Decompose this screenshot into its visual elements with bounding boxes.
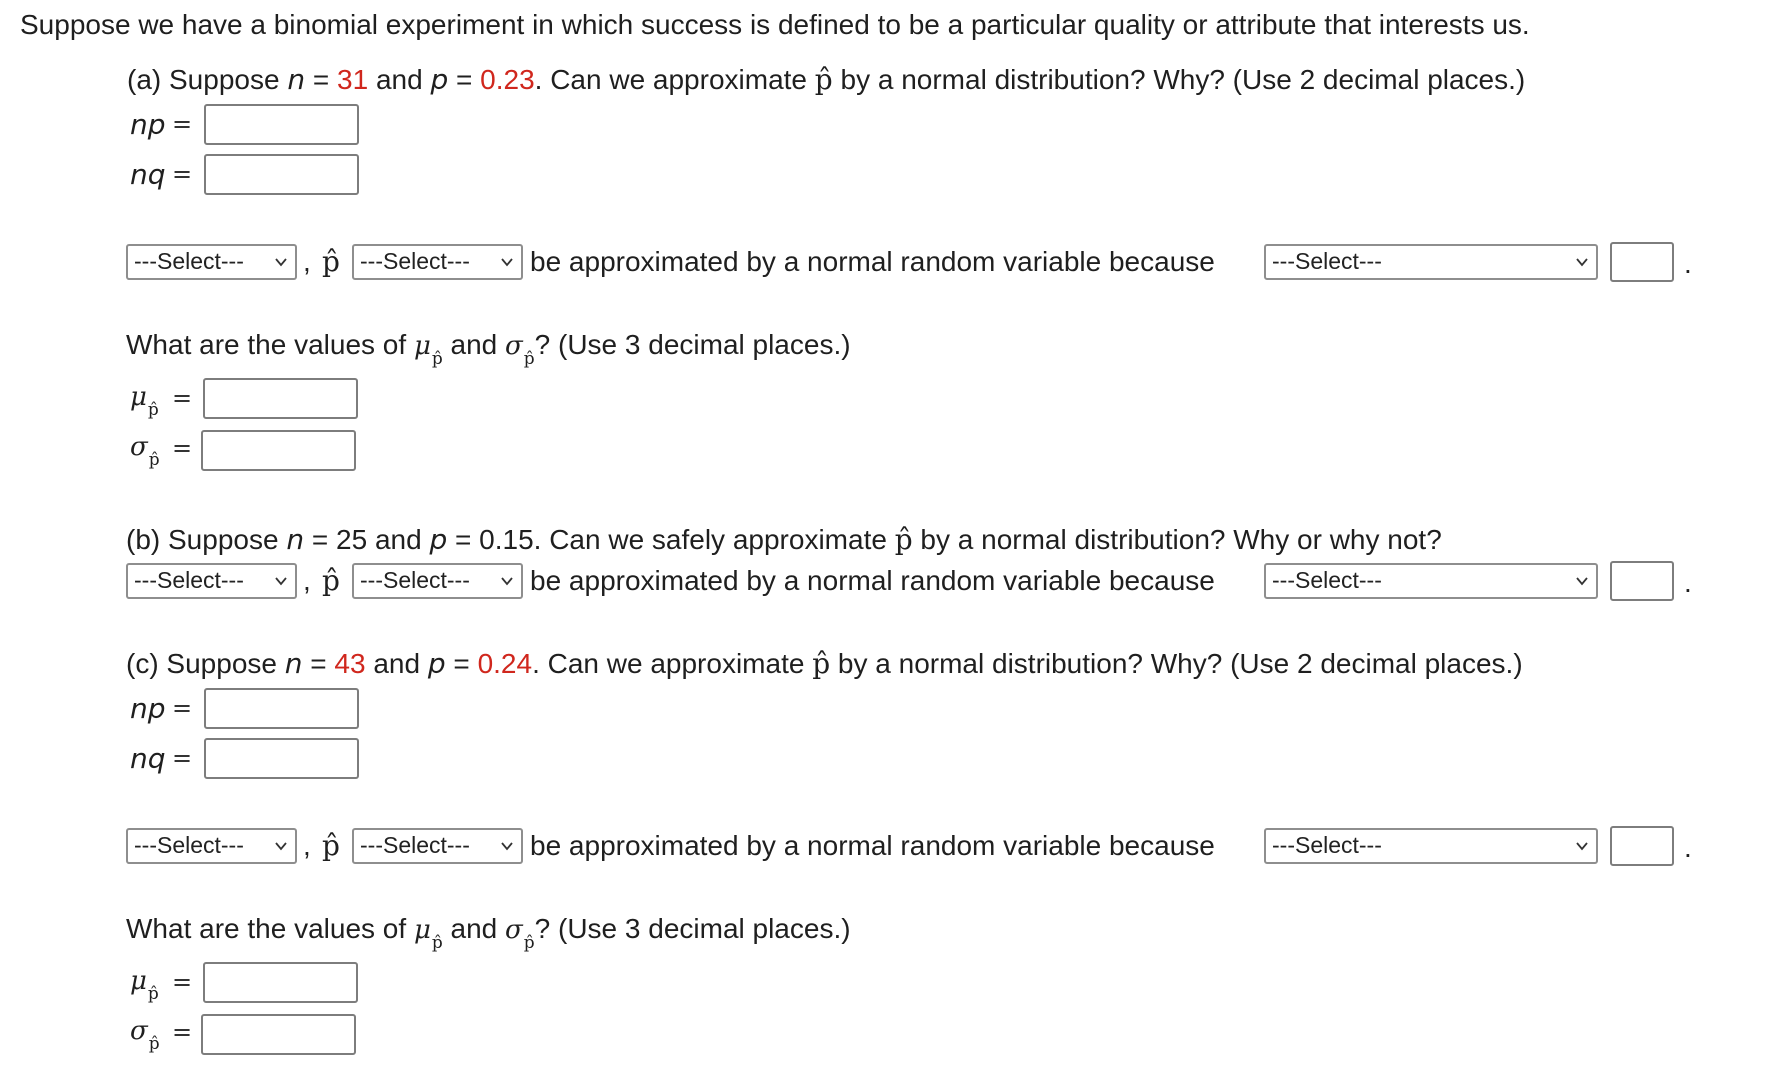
part-a-reason-input[interactable] xyxy=(1610,242,1674,282)
part-a-p-label: p xyxy=(430,63,449,96)
part-a-p-value: 0.23 xyxy=(480,64,535,95)
part-a-period: . xyxy=(1684,248,1692,279)
part-a-question-end: by a normal distribution? Why? (Use 2 decimal places.) xyxy=(840,64,1526,95)
part-b-prefix: (b) Suppose xyxy=(126,524,279,555)
part-c-nq-label: nq xyxy=(130,742,166,775)
part-c-values-and: and xyxy=(450,913,498,944)
part-a-np-label: np xyxy=(130,108,166,141)
part-a-phat: p̂ xyxy=(814,63,833,96)
part-b-comma: , xyxy=(303,565,311,596)
part-a-mu-label xyxy=(130,382,159,420)
part-b-select-3-label: ---Select--- xyxy=(1272,567,1382,593)
part-a-select-3[interactable] xyxy=(1264,244,1598,280)
chevron-down-icon xyxy=(275,575,287,587)
part-c-sigma-label xyxy=(130,1016,160,1054)
part-a-mu-input[interactable] xyxy=(203,378,358,419)
part-c-eq: = xyxy=(310,648,327,679)
chevron-down-icon xyxy=(1576,575,1588,587)
part-b-n-value: 25 xyxy=(336,524,368,555)
part-c-sigma-symbol: σ xyxy=(505,915,523,945)
part-a-select-2[interactable] xyxy=(352,244,523,280)
part-b-eq2: = xyxy=(455,524,472,555)
part-c-sigma-sub: p̂ xyxy=(523,933,535,953)
part-c-mu-label-sub: p̂ xyxy=(147,984,159,1004)
part-c-select-2-label: ---Select--- xyxy=(360,832,470,858)
part-c-np-input[interactable] xyxy=(204,688,359,729)
part-c-sigma-label-symbol: σ xyxy=(130,1016,148,1046)
part-a-sigma-sub: p̂ xyxy=(523,349,535,369)
part-a-mu-label-sub: p̂ xyxy=(147,400,159,420)
part-c-mu-eq: = xyxy=(172,968,193,996)
chevron-down-icon xyxy=(1576,256,1588,268)
part-b-select-3[interactable] xyxy=(1264,563,1598,599)
part-a-values-start: What are the values of xyxy=(126,329,407,360)
part-a-comma: , xyxy=(303,246,311,277)
part-b-select-2-label: ---Select--- xyxy=(360,567,470,593)
part-a-nq-input[interactable] xyxy=(204,154,359,195)
part-c-row-phat: p̂ xyxy=(322,829,340,862)
part-c-approx-text: be approximated by a normal random variable because xyxy=(530,830,1215,861)
part-b-p-value: 0.15 xyxy=(479,524,534,555)
part-a-select-1-label: ---Select--- xyxy=(134,248,244,274)
part-a-sigma-label xyxy=(130,432,160,470)
part-a-eq2: = xyxy=(456,64,473,95)
part-c-p-value: 0.24 xyxy=(477,648,533,679)
part-b-eq: = xyxy=(311,524,329,555)
part-c-eq2: = xyxy=(453,648,470,679)
part-b-period: . xyxy=(1684,567,1692,598)
part-a-sigma-label-symbol: σ xyxy=(130,432,148,462)
part-c-np-eq: = xyxy=(172,694,193,722)
chevron-down-icon xyxy=(501,256,513,268)
chevron-down-icon xyxy=(501,840,513,852)
chevron-down-icon xyxy=(275,840,287,852)
part-c-period: . xyxy=(1684,832,1692,863)
intro-text: Suppose we have a binomial experiment in which success is defined to be a particular quality or attribute that interests us. xyxy=(20,9,1530,40)
chevron-down-icon xyxy=(501,575,513,587)
part-a-n-value: 31 xyxy=(337,64,369,95)
part-b-question xyxy=(126,523,1442,557)
part-b-question-mid: . Can we safely approximate xyxy=(533,524,887,555)
part-c-mu-input[interactable] xyxy=(203,962,358,1003)
part-b-and: and xyxy=(374,524,422,555)
part-a-eq: = xyxy=(312,64,330,95)
part-a-mu-label-symbol: μ xyxy=(130,382,147,412)
part-b-select-1-label: ---Select--- xyxy=(134,567,244,593)
part-c-prefix: (c) Suppose xyxy=(126,648,277,679)
part-a-sigma-eq: = xyxy=(172,434,193,462)
part-a-n-label: n xyxy=(287,63,306,96)
part-a-mu-sub: p̂ xyxy=(431,349,443,369)
part-c-values-question xyxy=(126,912,851,953)
part-b-question-end: by a normal distribution? Why or why not? xyxy=(920,524,1442,555)
part-a-nq-label: nq xyxy=(130,158,166,191)
part-c-mu-label xyxy=(130,966,159,1004)
part-c-np-label: np xyxy=(130,692,166,725)
part-c-mu-symbol: μ xyxy=(413,915,431,945)
part-a-np-eq: = xyxy=(172,110,193,138)
part-a-nq-eq: = xyxy=(172,160,193,188)
part-c-n-value: 43 xyxy=(334,648,366,679)
part-a-question-mid: . Can we approximate xyxy=(534,64,807,95)
part-a-mu-symbol: μ xyxy=(413,331,431,361)
part-c-question-end: by a normal distribution? Why? (Use 2 decimal places.) xyxy=(837,648,1523,679)
part-c-n-label: n xyxy=(284,647,303,680)
part-b-approx-text: be approximated by a normal random variable because xyxy=(530,565,1215,596)
part-a-prefix: (a) Suppose xyxy=(127,64,280,95)
part-c-values-end: ? (Use 3 decimal places.) xyxy=(534,913,851,944)
part-c-sigma-eq: = xyxy=(172,1018,193,1046)
part-b-p-label: p xyxy=(429,523,448,556)
part-a-sigma-label-sub: p̂ xyxy=(148,450,160,470)
part-c-question xyxy=(126,647,1523,681)
part-c-sigma-input[interactable] xyxy=(201,1014,356,1055)
part-b-select-1[interactable] xyxy=(126,563,297,599)
part-a-select-1[interactable] xyxy=(126,244,297,280)
part-c-and: and xyxy=(373,648,421,679)
part-c-nq-eq: = xyxy=(172,744,193,772)
part-c-question-mid: . Can we approximate xyxy=(532,648,805,679)
part-a-and: and xyxy=(375,64,423,95)
part-c-select-3[interactable] xyxy=(1264,828,1598,864)
part-c-sigma-label-sub: p̂ xyxy=(148,1034,160,1054)
chevron-down-icon xyxy=(275,256,287,268)
part-a-np-input[interactable] xyxy=(204,104,359,145)
chevron-down-icon xyxy=(1576,840,1588,852)
part-c-select-1[interactable] xyxy=(126,828,297,864)
part-c-comma: , xyxy=(303,830,311,861)
part-a-sigma-symbol: σ xyxy=(505,331,523,361)
part-c-values-start: What are the values of xyxy=(126,913,407,944)
part-a-values-and: and xyxy=(450,329,498,360)
part-c-nq-input[interactable] xyxy=(204,738,359,779)
part-a-values-question xyxy=(126,328,851,369)
part-c-mu-label-symbol: μ xyxy=(130,966,147,996)
part-c-reason-input[interactable] xyxy=(1610,826,1674,866)
part-a-values-end: ? (Use 3 decimal places.) xyxy=(534,329,851,360)
part-b-phat: p̂ xyxy=(894,523,913,556)
part-c-mu-sub: p̂ xyxy=(431,933,443,953)
part-b-select-2[interactable] xyxy=(352,563,523,599)
part-c-select-2[interactable] xyxy=(352,828,523,864)
part-a-select-3-label: ---Select--- xyxy=(1272,248,1382,274)
part-c-select-3-label: ---Select--- xyxy=(1272,832,1382,858)
part-a-approx-text: be approximated by a normal random variable because xyxy=(530,246,1215,277)
part-a-sigma-input[interactable] xyxy=(201,430,356,471)
part-c-select-1-label: ---Select--- xyxy=(134,832,244,858)
part-b-n-label: n xyxy=(286,523,305,556)
part-a-row-phat: p̂ xyxy=(322,245,340,278)
part-a-select-2-label: ---Select--- xyxy=(360,248,470,274)
part-b-row-phat: p̂ xyxy=(322,564,340,597)
part-a-question xyxy=(127,63,1525,97)
part-c-phat: p̂ xyxy=(812,647,831,680)
part-b-reason-input[interactable] xyxy=(1610,561,1674,601)
part-a-mu-eq: = xyxy=(172,384,193,412)
part-c-p-label: p xyxy=(427,647,446,680)
